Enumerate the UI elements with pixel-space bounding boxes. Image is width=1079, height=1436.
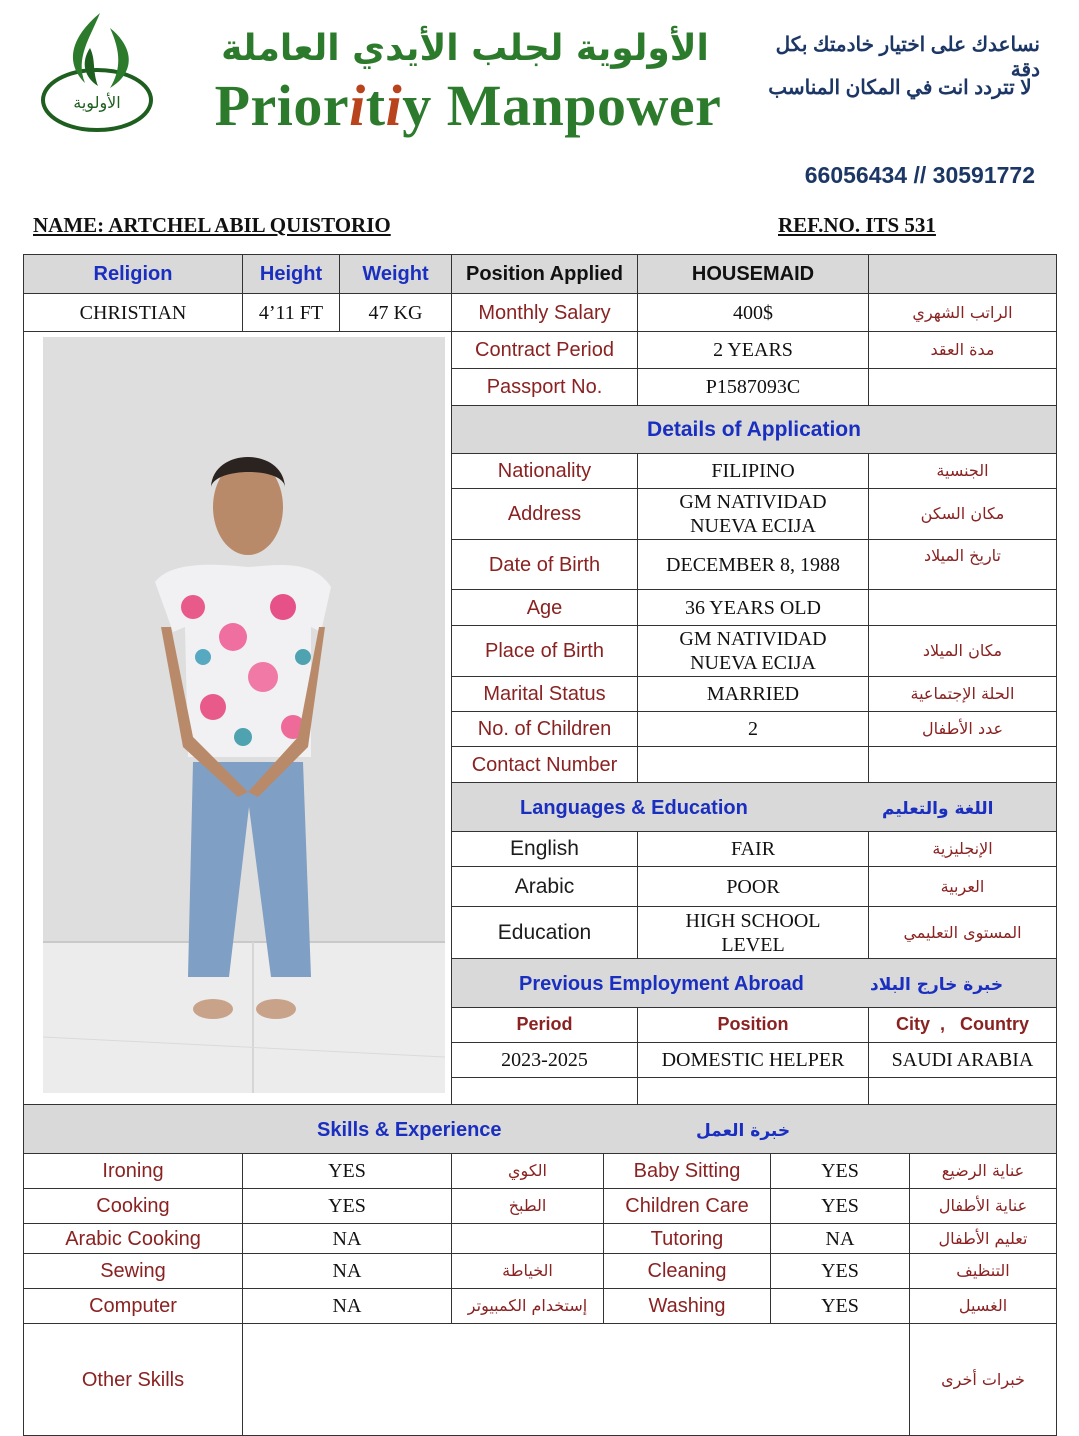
languages-header (451, 782, 1057, 832)
nationality-ar: الجنسية (868, 453, 1057, 489)
skill-babysitting-label: Baby Sitting (603, 1153, 771, 1189)
passport-value: P1587093C (637, 368, 869, 406)
contact-number-ar (868, 746, 1057, 783)
company-arabic-title: الأولوية لجلب الأيدي العاملة (221, 28, 709, 69)
marital-status-label: Marital Status (451, 676, 638, 712)
nationality-label: Nationality (451, 453, 638, 489)
position-applied-header: Position Applied (451, 254, 638, 294)
skill-ironing-ar: الكوي (451, 1153, 604, 1189)
english-value: FAIR (637, 831, 869, 867)
religion-value: CHRISTIAN (23, 293, 243, 332)
skill-sewing-ar: الخياطة (451, 1253, 604, 1289)
dob-ar: تاريخ الميلاد (868, 539, 1057, 590)
company-english-title: Prioritiy Manpower (214, 73, 722, 138)
skill-cooking-label: Cooking (23, 1188, 243, 1224)
passport-label: Passport No. (451, 368, 638, 406)
skill-washing-label: Washing (603, 1288, 771, 1324)
arabic-label: Arabic (451, 866, 638, 907)
contact-number-label: Contact Number (451, 746, 638, 783)
employment-country-value: SAUDI ARABIA (868, 1042, 1057, 1078)
skill-arabic-cooking-ar (451, 1223, 604, 1254)
position-applied-value: HOUSEMAID (637, 254, 869, 294)
skill-cleaning-value: YES (770, 1253, 910, 1289)
skills-header (23, 1104, 1057, 1154)
arabic-value: POOR (637, 866, 869, 907)
education-label: Education (451, 906, 638, 959)
address-value: GM NATIVIDAD NUEVA ECIJA (637, 488, 869, 540)
skill-washing-value: YES (770, 1288, 910, 1324)
skill-tutoring-label: Tutoring (603, 1223, 771, 1254)
employment-header (451, 958, 1057, 1008)
skill-childrencare-value: YES (770, 1188, 910, 1224)
skill-cleaning-ar: التنظيف (909, 1253, 1057, 1289)
skill-tutoring-value: NA (770, 1223, 910, 1254)
skill-computer-ar: إستخدام الكمبيوتر (451, 1288, 604, 1324)
weight-header: Weight (339, 254, 452, 294)
height-header: Height (242, 254, 340, 294)
languages-title: Languages & Education (520, 797, 748, 819)
skill-computer-label: Computer (23, 1288, 243, 1324)
education-ar: المستوى التعليمي (868, 906, 1057, 959)
age-value: 36 YEARS OLD (637, 589, 869, 626)
weight-value: 47 KG (339, 293, 452, 332)
passport-ar (868, 368, 1057, 406)
other-skills-label: Other Skills (23, 1323, 243, 1436)
education-value: HIGH SCHOOL LEVEL (637, 906, 869, 959)
age-label: Age (451, 589, 638, 626)
marital-status-value: MARRIED (637, 676, 869, 712)
employment-empty-cell (637, 1077, 869, 1105)
phone-numbers: 66056434 // 30591772 (804, 162, 1035, 188)
place-of-birth-label: Place of Birth (451, 625, 638, 677)
skill-babysitting-value: YES (770, 1153, 910, 1189)
nationality-value: FILIPINO (637, 453, 869, 489)
address-ar: مكان السكن (868, 488, 1057, 540)
children-label: No. of Children (451, 711, 638, 747)
arabic-ar: العربية (868, 866, 1057, 907)
contract-period-ar: مدة العقد (868, 331, 1057, 369)
skill-ironing-label: Ironing (23, 1153, 243, 1189)
employment-title: Previous Employment Abroad (519, 973, 804, 995)
place-of-birth-ar: مكان الميلاد (868, 625, 1057, 677)
english-ar: الإنجليزية (868, 831, 1057, 867)
contract-period-value: 2 YEARS (637, 331, 869, 369)
skill-cleaning-label: Cleaning (603, 1253, 771, 1289)
employment-title-ar: خبرة خارج البلاد (870, 975, 1004, 995)
employment-empty-cell (451, 1077, 638, 1105)
skills-title: Skills & Experience (317, 1119, 502, 1141)
employment-col-position: Position (637, 1007, 869, 1043)
skill-cooking-ar: الطبخ (451, 1188, 604, 1224)
contact-number-value (637, 746, 869, 783)
skill-childrencare-label: Children Care (603, 1188, 771, 1224)
age-ar (868, 589, 1057, 626)
languages-title-ar: اللغة والتعليم (882, 799, 994, 819)
dob-label: Date of Birth (451, 539, 638, 590)
employment-col-period: Period (451, 1007, 638, 1043)
other-skills-value (242, 1323, 910, 1436)
children-value: 2 (637, 711, 869, 747)
logo-text: الأولوية (73, 93, 121, 112)
details-of-application-header: Details of Application (451, 405, 1057, 454)
skill-computer-value: NA (242, 1288, 452, 1324)
skill-babysitting-ar: عناية الرضيع (909, 1153, 1057, 1189)
monthly-salary-ar: الراتب الشهري (868, 293, 1057, 332)
skill-ironing-value: YES (242, 1153, 452, 1189)
religion-header: Religion (23, 254, 243, 294)
tagline-line2: لا تتردد انت في المكان المناسب (768, 77, 1032, 99)
employment-col-country: City , Country (868, 1007, 1057, 1043)
children-ar: عدد الأطفال (868, 711, 1057, 747)
address-label: Address (451, 488, 638, 540)
other-skills-ar: خبرات أخرى (909, 1323, 1057, 1436)
candidate-name: NAME: ARTCHEL ABIL QUISTORIO (33, 213, 391, 237)
dob-value: DECEMBER 8, 1988 (637, 539, 869, 590)
skill-cooking-value: YES (242, 1188, 452, 1224)
monthly-salary-label: Monthly Salary (451, 293, 638, 332)
company-logo (40, 8, 155, 133)
employment-empty-cell (868, 1077, 1057, 1105)
height-value: 4’11 FT (242, 293, 340, 332)
tagline-line1: نساعدك على اختيار خادمتك بكل دقة (775, 34, 1040, 81)
skill-tutoring-ar: تعليم الأطفال (909, 1223, 1057, 1254)
skills-title-ar: خبرة العمل (696, 1121, 791, 1141)
candidate-photo (43, 337, 445, 1093)
english-label: English (451, 831, 638, 867)
skill-sewing-value: NA (242, 1253, 452, 1289)
position-applied-blank (868, 254, 1057, 294)
employment-period-value: 2023-2025 (451, 1042, 638, 1078)
skill-arabic-cooking-value: NA (242, 1223, 452, 1254)
employment-position-value: DOMESTIC HELPER (637, 1042, 869, 1078)
skill-sewing-label: Sewing (23, 1253, 243, 1289)
place-of-birth-value: GM NATIVIDAD NUEVA ECIJA (637, 625, 869, 677)
monthly-salary-value: 400$ (637, 293, 869, 332)
marital-status-ar: الحلة الإجتماعية (868, 676, 1057, 712)
reference-number: REF.NO. ITS 531 (778, 213, 936, 237)
skill-washing-ar: الغسيل (909, 1288, 1057, 1324)
contract-period-label: Contract Period (451, 331, 638, 369)
skill-childrencare-ar: عناية الأطفال (909, 1188, 1057, 1224)
skill-arabic-cooking-label: Arabic Cooking (23, 1223, 243, 1254)
